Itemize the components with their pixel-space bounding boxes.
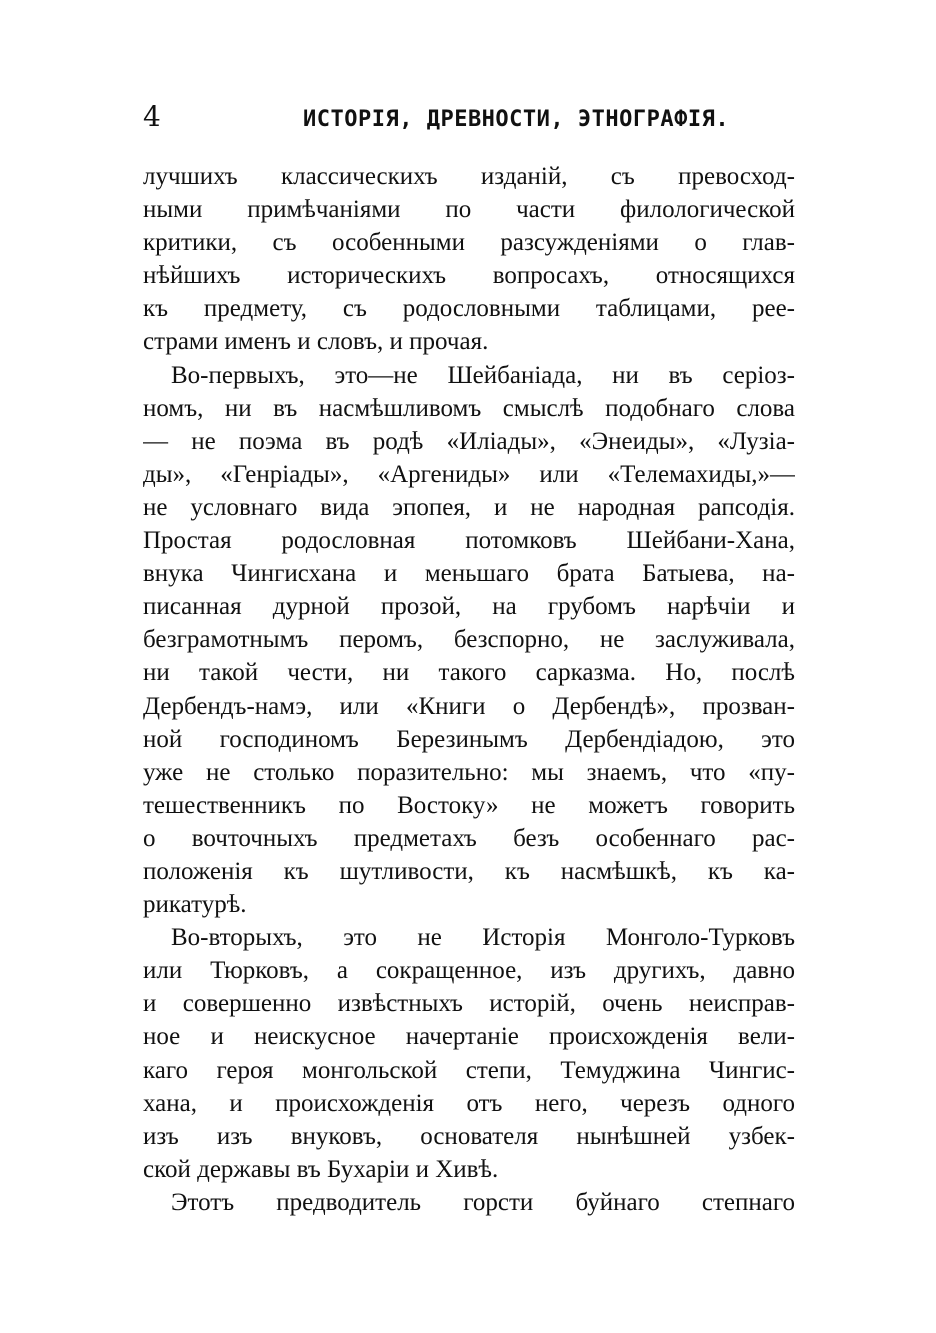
text-line: или Тюрковъ, а сокращенное, изъ другихъ, давно — [143, 957, 795, 985]
text-line: о вочточныхъ предметахъ безъ особеннаго рас- — [143, 824, 795, 852]
running-title: ИСТОРІЯ, ДРЕВНОСТИ, ЭТНОГРАФІЯ. — [303, 107, 730, 132]
text-line: положенія къ шутливости, къ насмѣшкѣ, къ ка- — [143, 857, 795, 885]
text-line: уже не столько поразительно: мы знаемъ, что «пу- — [143, 758, 795, 786]
text-line: къ предмету, съ родословными таблицами, рее- — [143, 295, 795, 323]
text-line: ни такой чести, ни такого сарказма. Но, послѣ — [143, 659, 795, 687]
text-line: и совершенно извѣстныхъ исторій, очень неисправ- — [143, 990, 795, 1018]
text-line: ды», «Генріады», «Аргениды» или «Телемахиды,»— — [143, 460, 795, 488]
text-line: тешественникъ по Востоку» не можетъ говорить — [143, 791, 795, 819]
text-line: хана, и происхожденія отъ него, черезъ одного — [143, 1089, 795, 1117]
text-line: ное и неискусное начертаніе происхожденія вели- — [143, 1023, 795, 1051]
text-line: писанная дурной прозой, на грубомъ нарѣчіи и — [143, 593, 795, 621]
text-line: ной господиномъ Березинымъ Дербендіадою, это — [143, 725, 795, 753]
text-line: ными примѣчаніями по части филологической — [143, 196, 795, 224]
text-line: внука Чингисхана и меньшаго брата Батыева, на- — [143, 560, 795, 588]
page-number: 4 — [143, 100, 161, 133]
text-line: критики, съ особенными разсужденіями о глав- — [143, 229, 795, 257]
text-line: — не поэма въ родѣ «Иліады», «Энеиды», «Лузіа- — [143, 427, 795, 455]
text-line: страми именъ и словъ, и прочая. — [143, 328, 489, 356]
text-line: Во-первыхъ, это—не Шейбаніада, ни въ серіоз- — [171, 361, 795, 389]
text-line: рикатурѣ. — [143, 891, 247, 919]
text-line: Простая родословная потомковъ Шейбани-Хана, — [143, 527, 795, 555]
text-line: Этотъ предводитель горсти буйнаго степнаго — [171, 1188, 795, 1216]
text-line: номъ, ни въ насмѣшливомъ смыслѣ подобнаго слова — [143, 394, 795, 422]
page-header — [143, 100, 795, 140]
text-line: безграмотнымъ перомъ, безспорно, не заслуживала, — [143, 626, 795, 654]
text-line: ской державы въ Бухаріи и Хивѣ. — [143, 1155, 499, 1183]
text-line: лучшихъ классическихъ изданій, съ превосход- — [143, 163, 795, 190]
text-line: каго героя монгольской степи, Темуджина Чингис- — [143, 1056, 795, 1084]
text-line: нѣйшихъ историческихъ вопросахъ, относящихся — [143, 262, 795, 290]
text-line: Во-вторыхъ, это не Исторія Монголо-Турковъ — [171, 924, 795, 952]
text-line: не условнаго вида эпопея, и не народная рапсодія. — [143, 493, 795, 521]
body-text — [143, 160, 795, 1219]
text-line: изъ изъ внуковъ, основателя нынѣшней узбек- — [143, 1122, 795, 1150]
text-line: Дербендъ-намэ, или «Книги о Дербендѣ», прозван- — [143, 692, 795, 720]
